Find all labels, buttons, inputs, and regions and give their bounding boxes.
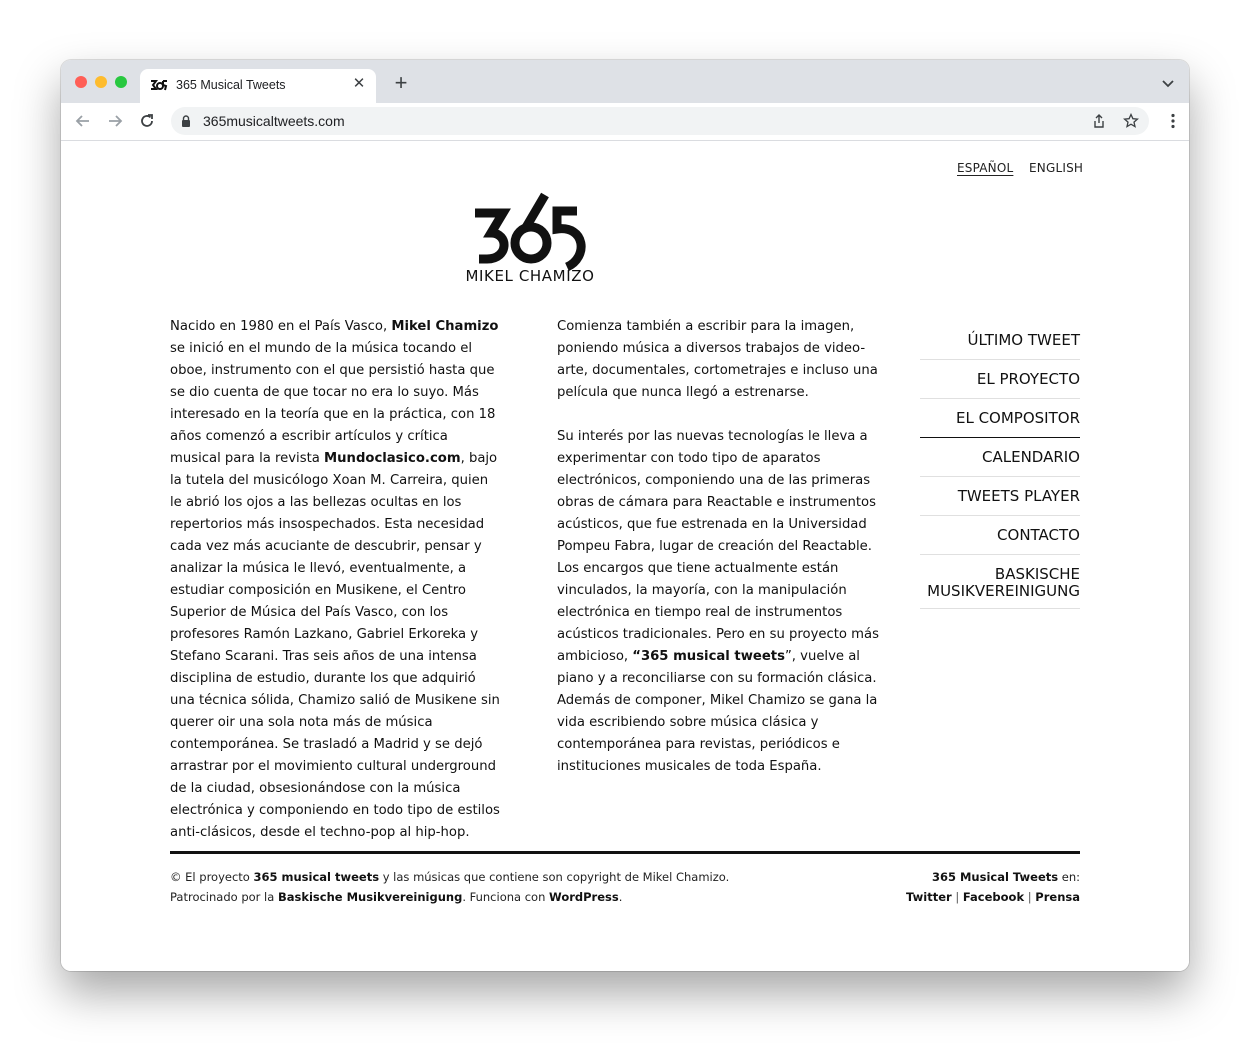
bookmark-star-icon[interactable] <box>1123 113 1139 129</box>
site-favicon-icon <box>150 77 168 93</box>
active-tab[interactable] <box>140 69 376 103</box>
nav-item-contacto[interactable]: CONTACTO <box>920 516 1080 555</box>
reload-icon[interactable] <box>138 112 156 130</box>
web-page <box>61 141 1189 971</box>
wordpress-link[interactable]: WordPress <box>549 890 619 904</box>
forward-arrow-icon[interactable] <box>106 112 124 130</box>
footer-social: 365 Musical Tweets en: Twitter | Facebook | Prensa <box>906 870 1080 904</box>
minimize-window-button[interactable] <box>95 76 107 88</box>
nav-item-baskische-musikvereinigung[interactable]: BASKISCHE MUSIKVEREINIGUNG <box>920 555 1080 609</box>
footer-divider <box>170 851 1080 854</box>
prensa-link[interactable]: Prensa <box>1035 890 1080 904</box>
logo-name: MIKEL CHAMIZO <box>465 267 595 285</box>
bio-paragraph: Nacido en 1980 en el País Vasco, Mikel Chamizo se inició en el mundo de la música tocando el oboe, instrumento con el que persistió hasta que se dio cuenta de que tocar no era lo suyo. Más interesado en la teoría que en la práctica, con 18 años comenzó a escribir artículos y crítica musical para la revista Mundoclasico.com, bajo la tutela del musicólogo Xoan M. Carreira, quien le abrió los ojos a las bellezas ocultas en los repertorios más insospechados. Esta necesidad cada vez más acuciante de descubrir, pensar y analizar la música le llevó, eventualmente, a estudiar composición en Musikene, el Centro Superior de Música del País Vasco, con los profesores Ramón Lazkano, Gabriel Erkoreka y Stefano Scarani. Tras seis años de una intensa disciplina de estudio, durante los que adquirió una técnica sólida, Chamizo salió de Musikene sin querer oir una sola nota más de música contemporánea. Se trasladó a Madrid y se dejó arrastrar por el movimiento cultural underground de la ciudad, obsesionándose con la música electrónica y componiendo en todo tipo de estilos anti-clásicos, desde el techno-pop al hip-hop. <box>170 319 500 840</box>
sponsor-link[interactable]: Baskische Musikvereinigung <box>277 890 463 904</box>
nav-item-ultimo-tweet[interactable]: ÚLTIMO TWEET <box>920 321 1080 360</box>
nav-item-tweets-player[interactable]: TWEETS PLAYER <box>920 477 1080 516</box>
tab-bar <box>61 60 1189 103</box>
mundoclasico-link[interactable]: Mundoclasico.com <box>324 451 461 466</box>
bio-paragraph: Su interés por las nuevas tecnologías le lleva a experimentar con todo tipo de aparatos electrónicos, componiendo una de las primeras obras de cámara para Reactable e instrumentos acústicos, que fue estrenada en la Universidad Pompeu Fabra, lugar de creación del Reactable. Los encargos que tiene actualmente están vinculados, la mayoría, con la manipulación electrónica en tiempo real de instrumentos acústicos tradicionales. Pero en su proyecto más ambicioso, “365 musical tweets”, vuelve al piano y a reconciliarse con su formación clásica. Además de componer, Mikel Chamizo se gana la vida escribiendo sobre música clásica y contemporánea para revistas, periódicos e instituciones musicales de toda España. <box>557 429 879 774</box>
bio-column-2 <box>557 316 887 800</box>
nav-item-calendario[interactable]: CALENDARIO <box>920 438 1080 477</box>
browser-menu-icon[interactable] <box>1171 113 1175 129</box>
bio-column-1 <box>170 316 500 866</box>
tab-title: 365 Musical Tweets <box>176 78 286 92</box>
address-bar[interactable] <box>171 107 1149 135</box>
site-navigation <box>920 321 1080 609</box>
tab-close-icon[interactable]: ✕ <box>352 75 366 92</box>
language-es-link[interactable]: ESPAÑOL <box>957 161 1014 175</box>
nav-item-el-compositor[interactable]: EL COMPOSITOR <box>920 399 1080 438</box>
bio-paragraph: Comienza también a escribir para la imagen, poniendo música a diversos trabajos de video-arte, documentales, cortometrajes e incluso una película que nunca llegó a estrenarse. <box>557 319 878 400</box>
browser-toolbar <box>61 103 1189 141</box>
lock-icon[interactable] <box>181 115 191 127</box>
twitter-link[interactable]: Twitter <box>906 890 952 904</box>
back-arrow-icon[interactable] <box>74 112 92 130</box>
share-icon[interactable] <box>1091 113 1107 129</box>
close-window-button[interactable] <box>75 76 87 88</box>
footer-copyright: © El proyecto 365 musical tweets y las músicas que contiene son copyright de Mikel Chamizo. Patrocinado por la Baskische Musikvereinigung. Funciona con WordPress. <box>170 870 730 904</box>
browser-window <box>61 60 1189 971</box>
url-text[interactable]: 365musicaltweets.com <box>203 113 345 129</box>
language-en-link[interactable]: ENGLISH <box>1029 161 1084 175</box>
chevron-down-icon[interactable] <box>1161 76 1175 90</box>
maximize-window-button[interactable] <box>115 76 127 88</box>
nav-item-el-proyecto[interactable]: EL PROYECTO <box>920 360 1080 399</box>
new-tab-button[interactable]: + <box>394 70 408 95</box>
facebook-link[interactable]: Facebook <box>962 890 1025 904</box>
